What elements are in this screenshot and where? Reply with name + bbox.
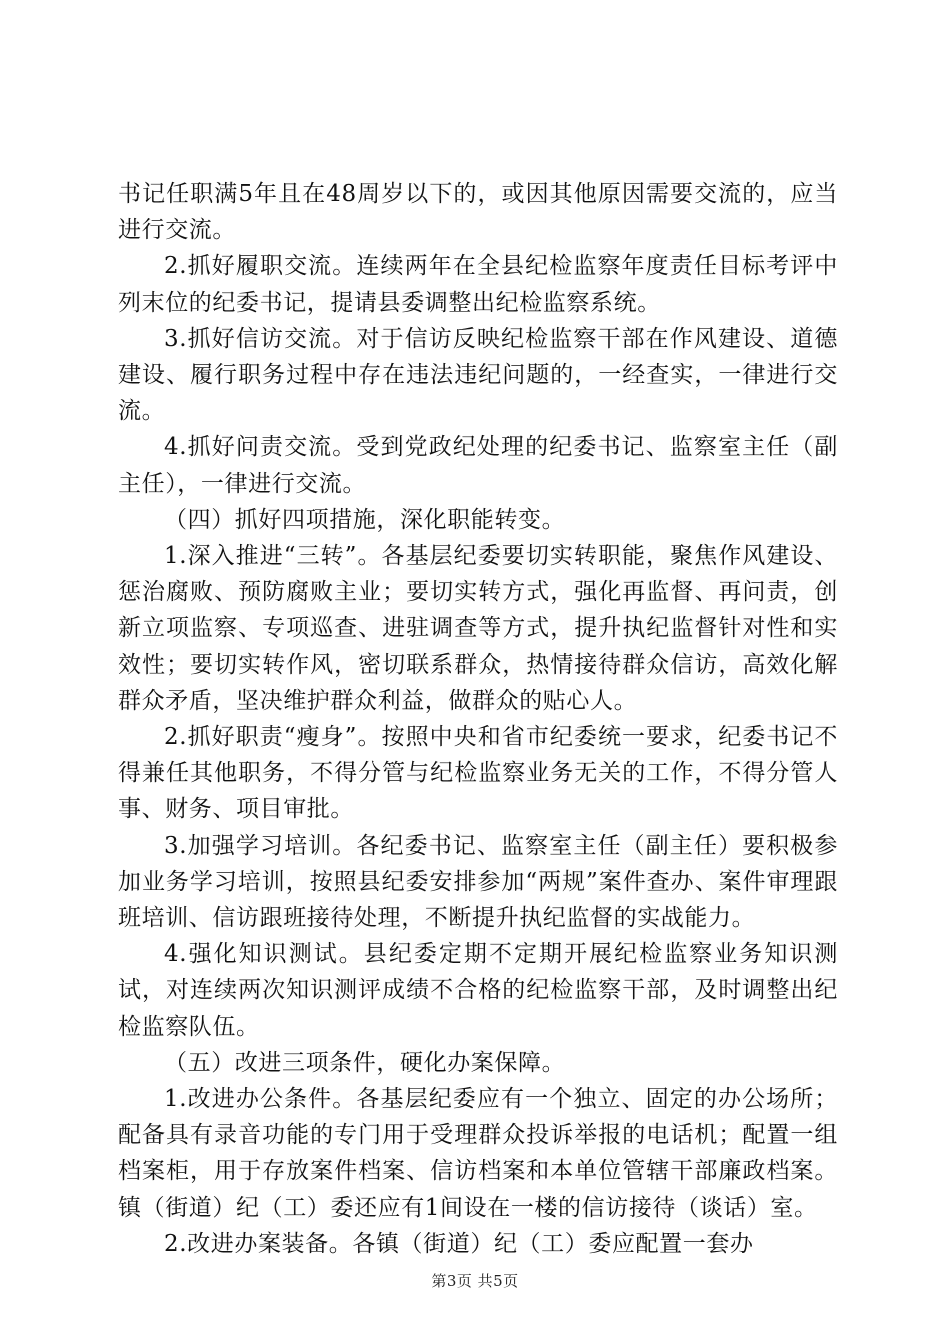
section-heading: （四）抓好四项措施，深化职能转变。 <box>164 506 566 533</box>
paragraph: 1.深入推进“三转”。各基层纪委要切实转职能，聚焦作风建设、惩治腐败、预防腐败主业；要切实转方式，强化再监督、再问责，创新立项监察、专项巡查、进驻调查等方式，提升执纪监督针对性和实效性；要切实转作风，密切联系群众，热情接待群众信访，高效化解群众矛盾，坚决维护群众利益，做群众的贴心人。 <box>118 543 838 714</box>
paragraph: 2.改进办案装备。各镇（街道）纪（工）委应配置一套办 <box>164 1230 754 1257</box>
paragraph: 2.抓好职责“瘦身”。按照中央和省市纪委统一要求，纪委书记不得兼任其他职务，不得分管与纪检监察业务无关的工作，不得分管人事、财务、项目审批。 <box>118 724 838 823</box>
paragraph: 2.抓好履职交流。连续两年在全县纪检监察年度责任目标考评中列末位的纪委书记，提请县委调整出纪检监察系统。 <box>118 253 838 316</box>
paragraph: 书记任职满5年且在48周岁以下的，或因其他原因需要交流的，应当进行交流。 <box>118 181 838 244</box>
paragraph: 3.加强学习培训。各纪委书记、监察室主任（副主任）要积极参加业务学习培训，按照县纪委安排参加“两规”案件查办、案件审理跟班培训、信访跟班接待处理，不断提升执纪监督的实战能力。 <box>118 832 838 932</box>
paragraph: 3.抓好信访交流。对于信访反映纪检监察干部在作风建设、道德建设、履行职务过程中存在违法违纪问题的，一经查实，一律进行交流。 <box>118 325 838 425</box>
paragraph: 4.抓好问责交流。受到党政纪处理的纪委书记、监察室主任（副主任），一律进行交流。 <box>118 434 838 497</box>
paragraph: 1.改进办公条件。各基层纪委应有一个独立、固定的办公场所；配备具有录音功能的专门用于受理群众投诉举报的电话机；配置一组档案柜，用于存放案件档案、信访档案和本单位管辖干部廉政档案。镇（街道）纪（工）委还应有1间设在一楼的信访接待（谈话）室。 <box>118 1086 838 1221</box>
page-footer: 第3页 共5页 <box>431 1272 519 1290</box>
section-heading: （五）改进三项条件，硬化办案保障。 <box>164 1049 566 1076</box>
document-body <box>118 176 838 1262</box>
paragraph: 4.强化知识测试。县纪委定期不定期开展纪检监察业务知识测试，对连续两次知识测评成绩不合格的纪检监察干部，及时调整出纪检监察队伍。 <box>118 941 838 1040</box>
